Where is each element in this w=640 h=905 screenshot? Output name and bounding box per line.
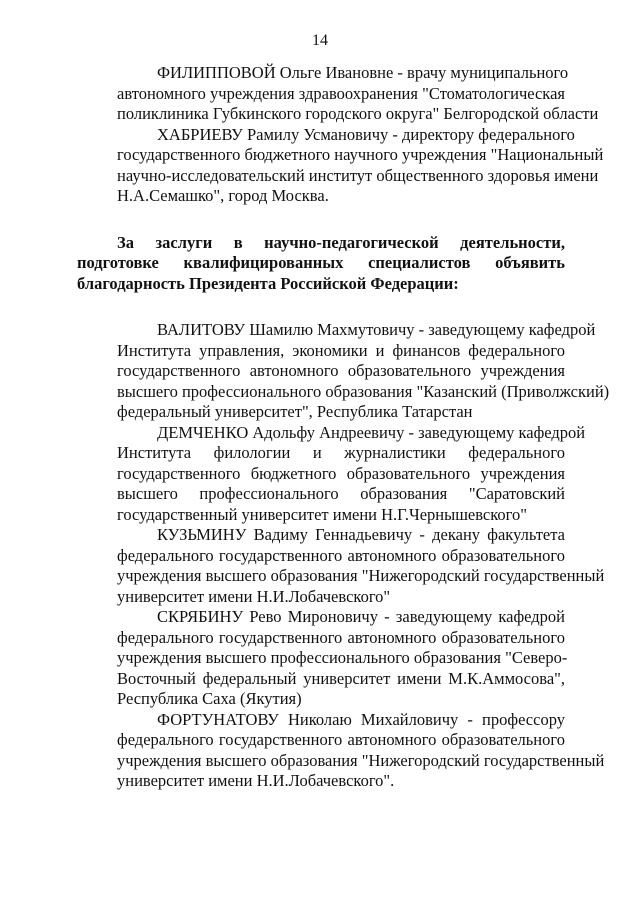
award-entry-filippova — [77, 63, 599, 125]
entry-line: высшего профессионального образования "Казанский (Приволжский) — [117, 381, 610, 401]
page-number: 14 — [312, 32, 328, 49]
award-entry-kuzmin — [77, 525, 605, 607]
entry-line: государственного бюджетного научного учреждения "Национальный — [117, 145, 604, 164]
entry-line: Восточный федеральный университет имени М.К.Аммосова", — [117, 668, 565, 688]
entry-line: ХАБРИЕВУ Рамилу Усмановичу - директору федерального — [157, 124, 575, 144]
award-entry-demchenko — [77, 422, 586, 526]
entry-line: ДЕМЧЕНКО Адольфу Андреевичу - заведующему кафедрой — [157, 422, 586, 442]
heading-line: За заслуги в научно-педагогической деятельности, — [117, 232, 565, 252]
entry-line: поликлиника Губкинского городского округа" Белгородской области — [117, 104, 599, 123]
entry-line: учреждения высшего образования "Нижегородский государственный — [117, 566, 605, 585]
entry-line: государственный университет имени Н.Г.Чернышевского" — [117, 504, 528, 524]
entry-line: Н.А.Семашко", город Москва. — [117, 186, 329, 205]
section-heading — [77, 233, 565, 295]
entry-line: федерального государственного автономного образовательного — [117, 730, 565, 749]
entry-line: федерального государственного автономного образовательного — [117, 627, 565, 647]
award-entry-skryabin — [77, 607, 568, 710]
entry-line: университет имени Н.И.Лобачевского" — [117, 586, 391, 606]
entry-line: федерального государственного автономного образовательного — [117, 545, 565, 565]
entry-line: ВАЛИТОВУ Шамилю Махмутовичу - заведующему кафедрой — [157, 320, 596, 339]
entry-line: государственного бюджетного образовательного учреждения — [117, 463, 565, 483]
entry-line: КУЗЬМИНУ Вадиму Геннадьевичу - декану факультета — [157, 525, 565, 544]
entry-line: федеральный университет", Республика Татарстан — [117, 402, 473, 421]
entry-line: ФИЛИППОВОЙ Ольге Ивановне - врачу муниципального — [157, 63, 569, 82]
entry-line: Республика Саха (Якутия) — [117, 689, 302, 708]
entry-line: университет имени Н.И.Лобачевского". — [117, 771, 395, 790]
entry-line: государственного автономного образовательного учреждения — [117, 361, 565, 380]
award-entry-fortunatov — [77, 709, 605, 792]
heading-line: благодарность Президента Российской Федерации: — [77, 273, 459, 293]
entry-line: высшего профессионального образования "Саратовский — [117, 484, 565, 503]
entry-line: Института филологии и журналистики федерального — [117, 443, 565, 462]
entry-line: ФОРТУНАТОВУ Николаю Михайловичу - профессору — [157, 709, 565, 729]
heading-line: подготовке квалифицированных специалистов объявить — [77, 253, 565, 272]
entry-line: автономного учреждения здравоохранения "Стоматологическая — [117, 83, 565, 103]
entry-line: научно-исследовательский институт общественного здоровья имени — [117, 165, 599, 185]
award-entry-valitov — [77, 320, 610, 423]
award-entry-khabriev — [77, 124, 604, 207]
entry-line: учреждения высшего профессионального образования "Северо- — [117, 648, 568, 667]
entry-line: Института управления, экономики и финансов федерального — [117, 340, 565, 360]
entry-line: учреждения высшего образования "Нижегородский государственный — [117, 750, 605, 770]
entry-line: СКРЯБИНУ Рево Мироновичу - заведующему кафедрой — [157, 607, 565, 626]
document-body — [77, 63, 610, 792]
